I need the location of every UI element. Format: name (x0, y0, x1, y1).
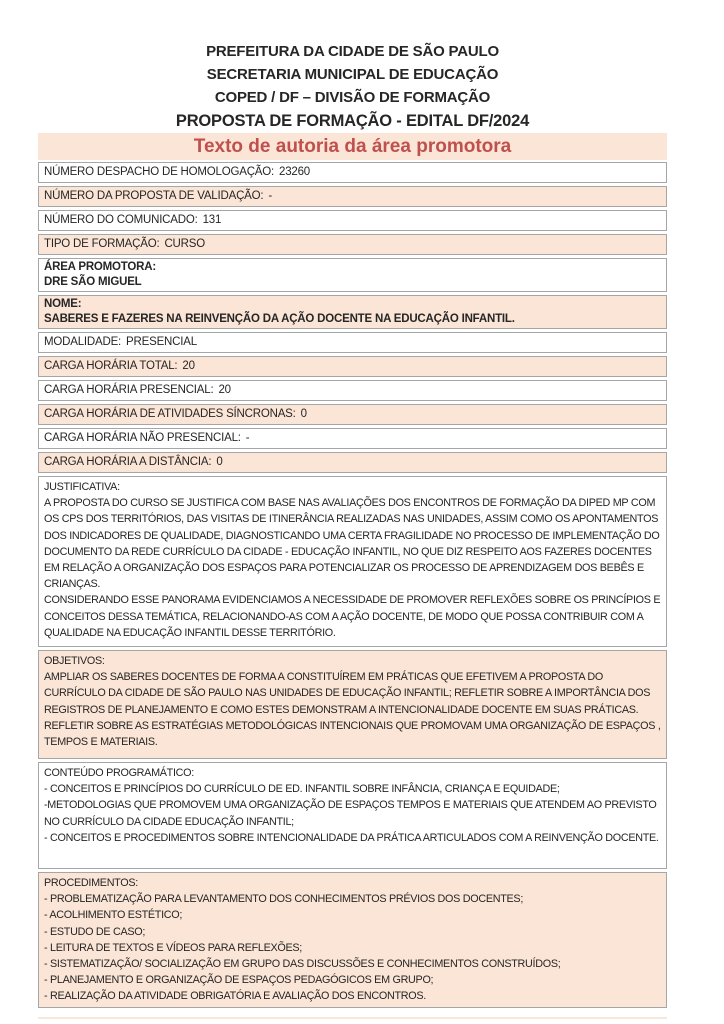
field-value: SABERES E FAZERES NA REINVENÇÃO DA AÇÃO DOCENTE NA EDUCAÇÃO INFANTIL. (44, 313, 515, 325)
header-line-prefeitura: PREFEITURA DA CIDADE DE SÃO PAULO (206, 43, 499, 60)
header-line-proposta-edital: PROPOSTA DE FORMAÇÃO - EDITAL DF/2024 (175, 112, 530, 130)
field-label: NOME: (44, 298, 82, 310)
field-label: TIPO DE FORMAÇÃO: (44, 238, 160, 250)
field-row-numero-comunicado (38, 210, 667, 231)
section-conteudo-programatico (38, 762, 667, 869)
field-label: CARGA HORÁRIA DE ATIVIDADES SÍNCRONAS: (44, 408, 296, 420)
section-list-item: - CONCEITOS E PROCEDIMENTOS SOBRE INTENCIONALIDADE DA PRÁTICA ARTICULADOS COM A REINVENÇÃO DOCENTE. (44, 831, 659, 844)
field-value: 131 (202, 214, 222, 226)
field-label: ÁREA PROMOTORA: (44, 261, 157, 273)
document-header (38, 40, 667, 133)
field-value: 20 (182, 360, 195, 372)
field-row-carga-horaria-nao-presencial (38, 428, 667, 449)
section-list-item: - PLANEJAMENTO E ORGANIZAÇÃO DE ESPAÇOS PEDAGÓGICOS EM GRUPO; (44, 974, 434, 987)
field-label: CARGA HORÁRIA A DISTÂNCIA: (44, 456, 212, 468)
section-list-item: - LEITURA DE TEXTOS E VÍDEOS PARA REFLEXÕES; (44, 941, 303, 954)
field-value: - (268, 190, 273, 202)
field-value: 23260 (279, 166, 310, 178)
section-justificativa (38, 476, 667, 647)
section-list-item: - ESTUDO DE CASO; (44, 925, 146, 938)
scan-artifact-line (38, 1017, 667, 1019)
field-row-numero-proposta-validacao (38, 186, 667, 207)
field-value: - (245, 432, 250, 444)
field-value: 0 (216, 456, 223, 468)
field-label: CARGA HORÁRIA PRESENCIAL: (44, 384, 214, 396)
section-title: PROCEDIMENTOS: (44, 877, 138, 889)
section-title: OBJETIVOS: (44, 655, 105, 667)
section-list-item: -METODOLOGIAS QUE PROMOVEM UMA ORGANIZAÇÃO DE ESPAÇOS TEMPOS E MATERIAIS QUE ATENDEM AO PREVISTO NO CURRÍCULO DA CIDADE EDUCAÇÃO INFANTIL; (44, 799, 657, 828)
field-label: CARGA HORÁRIA NÃO PRESENCIAL: (44, 432, 241, 444)
field-value: 20 (218, 384, 231, 396)
field-row-nome (38, 295, 667, 329)
field-value: PRESENCIAL (126, 336, 197, 348)
section-paragraph: CONSIDERANDO ESSE PANORAMA EVIDENCIAMOS A NECESSIDADE DE PROMOVER REFLEXÕES SOBRE OS PRINCÍPIOS E CONCEITOS DESSA TEMÁTICA, RELACIONANDO-AS COM A AÇÃO DOCENTE, DE MODO QUE POSSA CONTRIBUIR COM A QUALIDADE NA EDUCAÇÃO INFANTIL DESSE TERRITÓRIO. (44, 594, 661, 639)
field-row-numero-despacho-homologacao (38, 162, 667, 183)
section-list-item: - ACOLHIMENTO ESTÉTICO; (44, 909, 183, 922)
field-row-carga-horaria-distancia (38, 452, 667, 473)
header-line-coped: COPED / DF – DIVISÃO DE FORMAÇÃO (214, 89, 491, 106)
section-paragraph: AMPLIAR OS SABERES DOCENTES DE FORMA A CONSTITUÍREM EM PRÁTICAS QUE EFETIVEM A PROPOSTA DO CURRÍCULO DA CIDADE DE SÃO PAULO NAS UNIDADES DE EDUCAÇÃO INFANTIL; REFLETIR SOBRE A IMPORTÂNCIA DOS REGISTROS DE PLANEJAMENTO E COMO ESTES DEMONSTRAM A INTENCIONALIDADE DOCENTE EM SUAS PRÁTICAS. (44, 671, 651, 716)
section-list-item: - CONCEITOS E PRINCÍPIOS DO CURRÍCULO DE ED. INFANTIL SOBRE INFÂNCIA, CRIANÇA E EQUIDADE; (44, 783, 560, 796)
field-label: NÚMERO DO COMUNICADO: (44, 214, 198, 226)
header-line-secretaria: SECRETARIA MUNICIPAL DE EDUCAÇÃO (206, 66, 499, 83)
section-procedimentos (38, 872, 667, 1008)
promoter-authorship-banner (38, 133, 667, 160)
field-row-carga-horaria-presencial (38, 380, 667, 401)
field-label: MODALIDADE: (44, 336, 122, 348)
banner-title: Texto de autoria da área promotora (193, 136, 512, 157)
section-objetivos (38, 650, 667, 759)
section-paragraph: A PROPOSTA DO CURSO SE JUSTIFICA COM BASE NAS AVALIAÇÕES DOS ENCONTROS DE FORMAÇÃO DA DIPED MP COM OS CPS DOS TERRITÓRIOS, DAS VISITAS DE ITINERÂNCIA REALIZADAS NAS UNIDADES, ASSIM COMO OS APONTAMENTOS DOS INDICADORES DE QUALIDADE, DIAGNOSTICANDO UMA CERTA FRAGILIDADE NO PROCESSO DE IMPLEMENTAÇÃO DO DOCUMENTO DA REDE CURRÍCULO DA CIDADE - EDUCAÇÃO INFANTIL, NO QUE DIZ RESPEITO AOS FAZERES DOCENTES EM RELAÇÃO A ORGANIZAÇÃO DOS ESPAÇOS PARA POTENCIALIZAR OS PROCESSO DE APRENDIZAGEM DOS BEBÊS E CRIANÇAS. (44, 497, 660, 591)
field-value: CURSO (164, 238, 205, 250)
field-row-tipo-formacao (38, 234, 667, 255)
field-row-carga-horaria-total (38, 356, 667, 377)
field-value: DRE SÃO MIGUEL (44, 276, 142, 288)
field-label: CARGA HORÁRIA TOTAL: (44, 360, 178, 372)
section-paragraph: REFLETIR SOBRE AS ESTRATÉGIAS METODOLÓGICAS INTENCIONAIS QUE PROMOVAM UMA ORGANIZAÇÃO DE ESPAÇOS , TEMPOS E MATERIAIS. (44, 719, 661, 749)
field-value: 0 (300, 408, 307, 420)
field-label: NÚMERO DA PROPOSTA DE VALIDAÇÃO: (44, 190, 264, 202)
field-label: NÚMERO DESPACHO DE HOMOLOGAÇÃO: (44, 166, 275, 178)
field-row-area-promotora (38, 258, 667, 292)
section-title: JUSTIFICATIVA: (44, 481, 120, 493)
section-title: CONTEÚDO PROGRAMÁTICO: (44, 767, 194, 779)
field-row-carga-horaria-sincronas (38, 404, 667, 425)
field-row-modalidade (38, 332, 667, 353)
section-list-item: - PROBLEMATIZAÇÃO PARA LEVANTAMENTO DOS CONHECIMENTOS PRÉVIOS DOS DOCENTES; (44, 893, 524, 906)
document-page (38, 0, 667, 1019)
section-list-item: - REALIZAÇÃO DA ATIVIDADE OBRIGATÓRIA E AVALIAÇÃO DOS ENCONTROS. (44, 990, 426, 1003)
section-list-item: - SISTEMATIZAÇÃO/ SOCIALIZAÇÃO EM GRUPO DAS DISCUSSÕES E CONHECIMENTOS CONSTRUÍDOS; (44, 958, 561, 971)
